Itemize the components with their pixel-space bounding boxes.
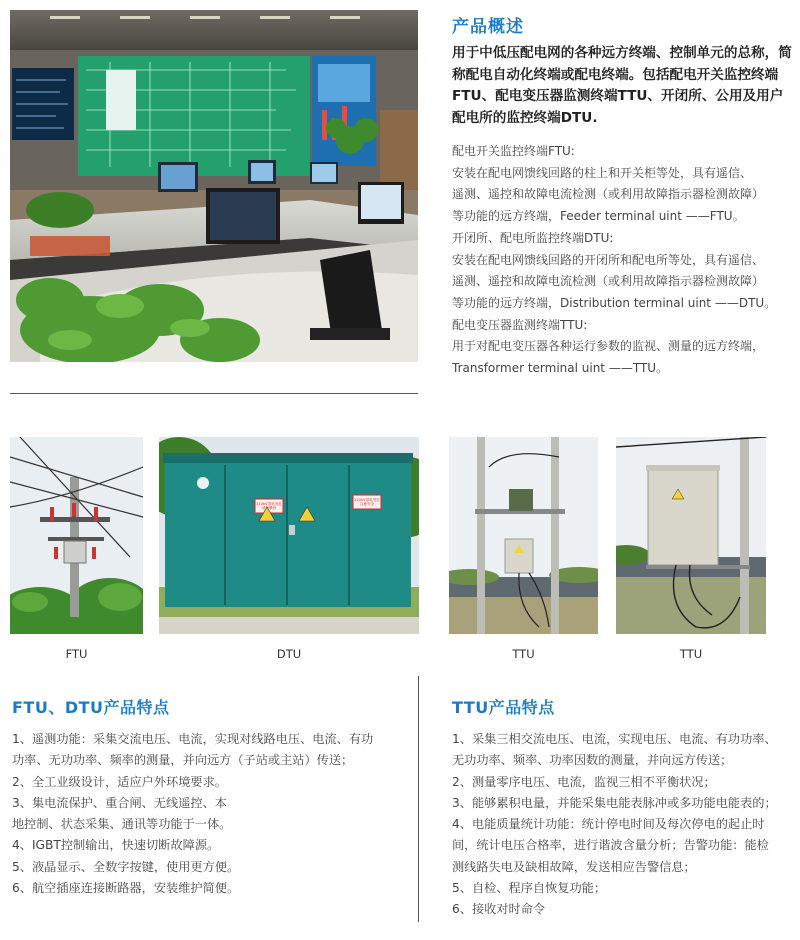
feature-line: 1、遥测功能：采集交流电压、电流，实现对线路电压、电流、有功 xyxy=(12,732,374,746)
overview-lead: 用于中低压配电网的各种远方终端、控制单元的总称，简称配电自动化终端或配电终端。包括配电开关监控终端FTU、配电变压器监测终端TTU、开闭所、公用及用户配电所的监控终端DTU. xyxy=(452,45,792,126)
ttu-photo-2 xyxy=(616,437,766,634)
column-divider xyxy=(418,676,419,922)
ftu-pole-illustration xyxy=(10,437,143,634)
ftu-dtu-features xyxy=(12,695,412,899)
overview-line: 用于对配电变压器各种运行参数的监视、测量的远方终端， xyxy=(452,339,765,354)
feature-line: 2、全工业级设计，适应户外环境要求。 xyxy=(12,774,227,789)
ftu-dtu-features-title: FTU、DTU产品特点 xyxy=(12,698,170,717)
dtu-cabinet-illustration xyxy=(159,437,419,634)
overview-line: 安装在配电网馈线回路的柱上和开关柜等处，具有遥信、 xyxy=(452,165,753,180)
feature-line: 测线路失电及缺相故障，发送相应告警信息； xyxy=(452,859,696,874)
feature-line: 5、自检、程序自恢复功能； xyxy=(452,881,607,896)
feature-line: 间，统计电压合格率，进行谐波含量分析；告警功能：能检 xyxy=(452,838,769,853)
overview-line: 配电变压器监测终端TTU: xyxy=(452,317,588,332)
control-room-illustration xyxy=(10,10,418,362)
overview-line: 遥测、遥控和故障电流检测（或利用故障指示器检测故障） xyxy=(452,274,765,289)
feature-line: 4、IGBT控制输出，快速切断故障源。 xyxy=(12,838,220,853)
photo-label-ttu-2: TTU xyxy=(679,647,703,661)
section-divider xyxy=(10,393,418,394)
product-overview xyxy=(452,12,794,380)
photo-label-ftu: FTU xyxy=(65,647,88,661)
photo-label-dtu: DTU xyxy=(276,647,302,661)
sign-text-line: 请勿攀登 xyxy=(261,506,277,510)
ftu-photo xyxy=(10,437,143,634)
overview-body xyxy=(452,141,794,380)
ttu-features xyxy=(452,695,794,921)
overview-line: 安装在配电网馈线回路的开闭所和配电所等处，具有遥信、 xyxy=(452,252,765,267)
feature-line: 无功功率、频率、功率因数的测量，并向远方传送； xyxy=(452,753,733,768)
control-room-photo xyxy=(10,10,418,362)
feature-line: 6、接收对时命令 xyxy=(452,902,546,917)
ttu-photo-1 xyxy=(449,437,598,634)
feature-line: 4、电能质量统计功能：统计停电时间及每次停电的起止时 xyxy=(452,817,765,832)
feature-line: 6、航空插座连接断路器，安装维护简便。 xyxy=(12,881,240,896)
overview-line: 等功能的远方终端，Feeder terminal uint ——FTU。 xyxy=(452,209,745,224)
feature-line: 2、测量零序电压、电流，监视三相不平衡状况； xyxy=(452,774,716,789)
overview-line: 遥测、遥控和故障电流检测（或利用故障指示器检测故障） xyxy=(452,187,765,202)
sign-text-line: 注意安全 xyxy=(359,502,375,506)
feature-line: 3、能够累积电量，并能采集电能表脉冲或多功能电能表的； xyxy=(452,795,777,810)
ttu-features-title: TTU产品特点 xyxy=(452,698,555,717)
feature-line: 3、集电流保护、重合闸、无线遥控、本 xyxy=(12,795,227,810)
overview-title: 产品概述 xyxy=(452,17,524,37)
photo-label-ttu-1: TTU xyxy=(512,647,535,661)
feature-line: 5、液晶显示、全数字按键，使用更方便。 xyxy=(12,859,240,874)
overview-line: Transformer terminal uint ——TTU。 xyxy=(452,361,669,376)
overview-line: 等功能的远方终端，Distribution terminal uint ——DTU。 xyxy=(452,295,777,310)
sign-text-line: 110kV带电勿近 xyxy=(256,502,282,506)
sign-text-line: 110kV带电勿近 xyxy=(354,498,380,502)
overview-line: 开闭所、配电所监控终端DTU: xyxy=(452,230,614,245)
ttu-box-illustration xyxy=(616,437,766,634)
feature-line: 功率、无功功率、频率的测量，并向远方（子站或主站）传送； xyxy=(12,753,354,768)
feature-line: 地控制、状态采集、通讯等功能于一体。 xyxy=(12,817,232,832)
overview-line: 配电开关监控终端FTU: xyxy=(452,144,575,158)
feature-line: 1、采集三相交流电压、电流，实现电压、电流、有功功率、 xyxy=(452,732,777,746)
ttu-pole-illustration xyxy=(449,437,598,634)
dtu-photo xyxy=(159,437,419,634)
